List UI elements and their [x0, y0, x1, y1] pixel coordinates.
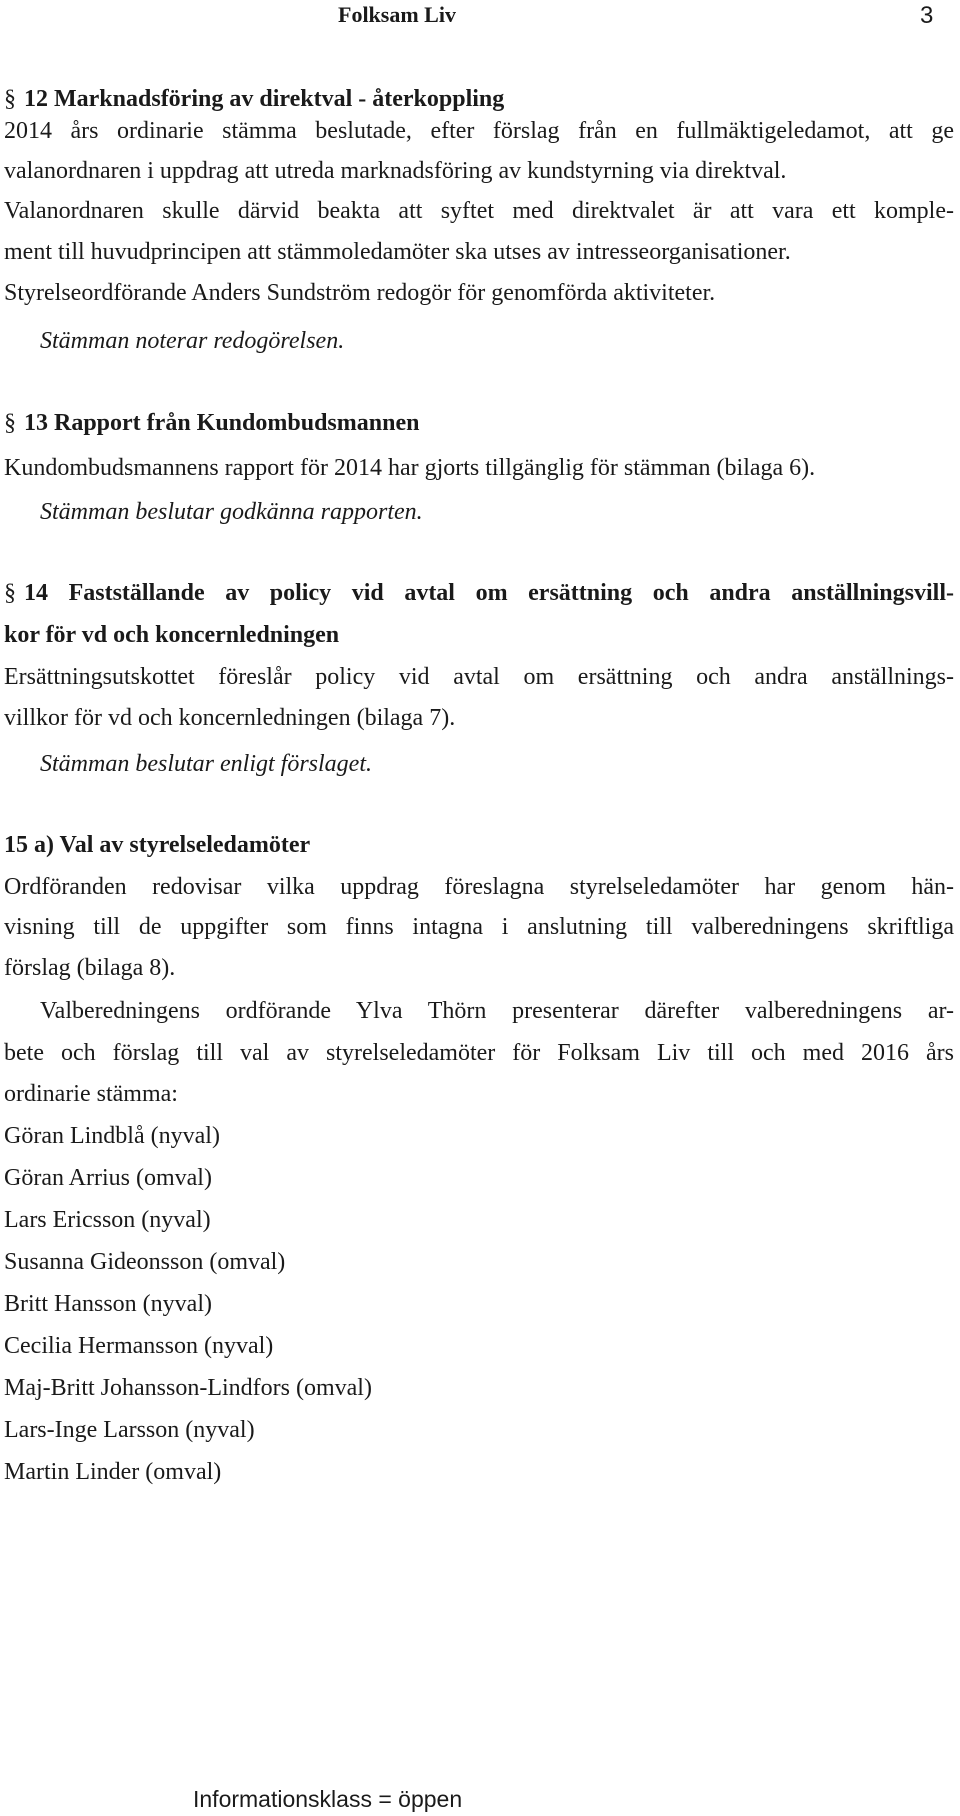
section-12-text-line: valanordnaren i uppdrag att utreda marknadsföring av kundstyrning via direktval.: [4, 158, 787, 184]
section-14-heading-continued: kor för vd och koncernledningen: [4, 622, 340, 648]
section-13-decision: Stämman beslutar godkänna rapporten.: [40, 499, 423, 525]
candidate-list-item: Susanna Gideonsson (omval): [4, 1249, 286, 1275]
section-13-heading: § 13 Rapport från Kundombudsmannen: [4, 410, 420, 436]
section-15a-para2-line: ordinarie stämma:: [4, 1081, 178, 1107]
candidate-list-item: Göran Arrius (omval): [4, 1165, 212, 1191]
paragraph-sign: §: [4, 410, 16, 436]
candidate-list-item: Martin Linder (omval): [4, 1459, 222, 1485]
section-13-text-line: Kundombudsmannens rapport för 2014 har gjorts tillgänglig för stämman (bilaga 6).: [4, 455, 816, 481]
section-12-text-line: Styrelseordförande Anders Sundström redogör för genomförda aktiviteter.: [4, 280, 716, 306]
page-header: [0, 0, 960, 40]
section-15a-heading: 15 a) Val av styrelseledamöter: [4, 832, 311, 858]
candidate-list-item: Cecilia Hermansson (nyval): [4, 1333, 274, 1359]
section-12-heading: § 12 Marknadsföring av direktval - återkoppling: [4, 86, 505, 112]
page-number: 3: [920, 2, 934, 29]
paragraph-sign: §: [4, 580, 16, 606]
section-15a-text-line: visning till de uppgifter som finns intagna i anslutning till valberedningens skriftliga: [4, 914, 954, 940]
document-title: Folksam Liv: [338, 2, 456, 27]
candidate-list-item: Lars Ericsson (nyval): [4, 1207, 211, 1233]
candidate-list-item: Lars-Inge Larsson (nyval): [4, 1417, 255, 1443]
section-12-decision: Stämman noterar redogörelsen.: [40, 328, 345, 354]
section-15a-para2-line: Valberedningens ordförande Ylva Thörn presenterar därefter valberedningens ar-: [40, 998, 954, 1024]
section-12-text-line: ment till huvudprincipen att stämmoledamöter ska utses av intresseorganisationer.: [4, 239, 791, 265]
section-14-text-line: villkor för vd och koncernledningen (bilaga 7).: [4, 705, 456, 731]
section-14-decision: Stämman beslutar enligt förslaget.: [40, 751, 372, 777]
candidate-list-item: Maj-Britt Johansson-Lindfors (omval): [4, 1375, 372, 1401]
section-12-text-line: Valanordnaren skulle därvid beakta att syftet med direktvalet är att vara ett komple-: [4, 198, 954, 224]
information-class-footer: Informationsklass = öppen: [193, 1786, 463, 1812]
candidate-list-item: Britt Hansson (nyval): [4, 1291, 212, 1317]
section-15a-text-line: Ordföranden redovisar vilka uppdrag föreslagna styrelseledamöter har genom hän-: [4, 874, 954, 900]
section-15a-text-line: förslag (bilaga 8).: [4, 955, 176, 981]
section-12-text-line: 2014 års ordinarie stämma beslutade, efter förslag från en fullmäktigeledamot, att ge: [4, 118, 954, 144]
candidate-list-item: Göran Lindblå (nyval): [4, 1123, 220, 1149]
section-14-text-line: Ersättningsutskottet föreslår policy vid avtal om ersättning och andra anställnings-: [4, 664, 954, 690]
section-15a-para2-line: bete och förslag till val av styrelseledamöter för Folksam Liv till och med 2016 års: [4, 1040, 954, 1066]
section-14-heading: § 14 Fastställande av policy vid avtal om ersättning och andra anställningsvill-: [4, 580, 954, 606]
paragraph-sign: §: [4, 86, 16, 112]
